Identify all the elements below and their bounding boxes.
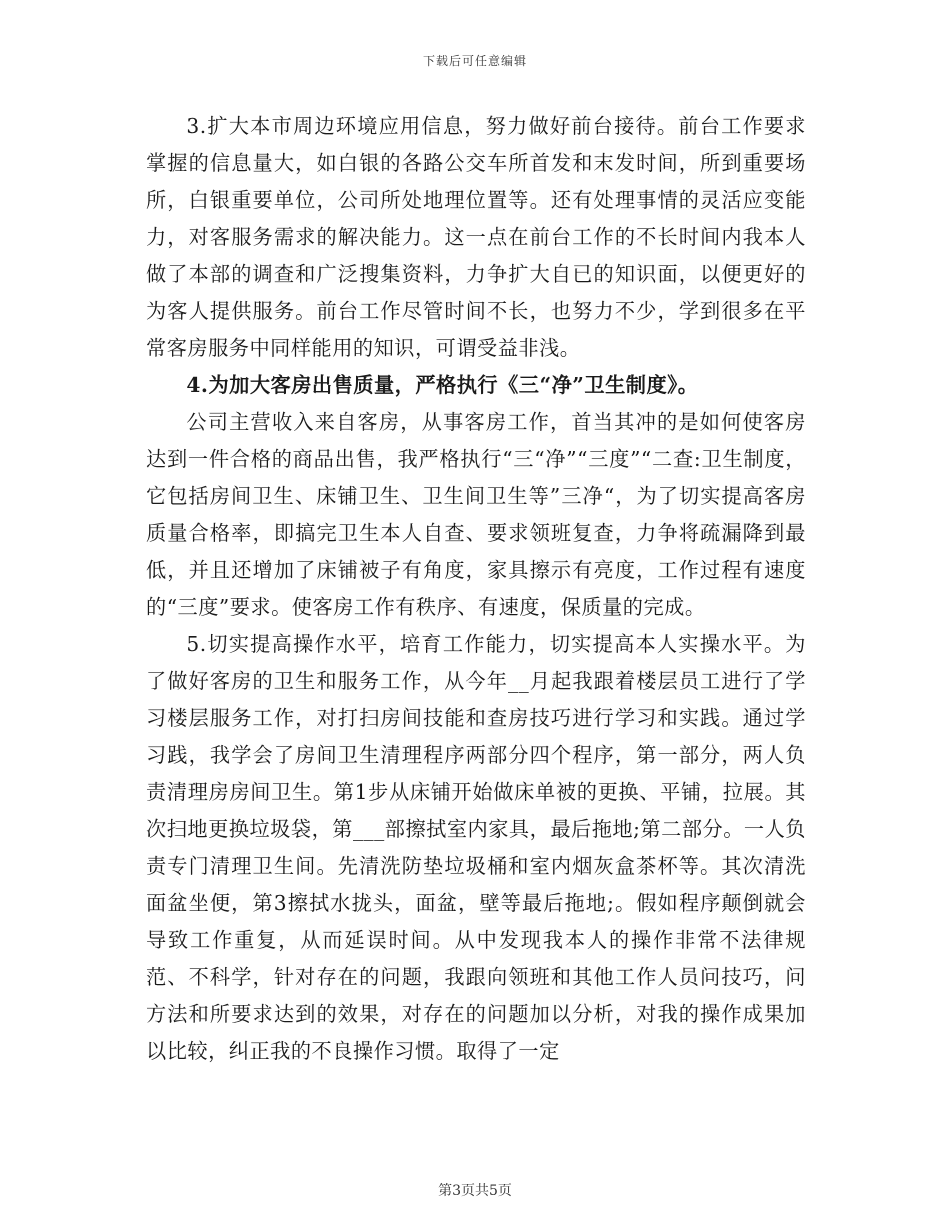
document-body (146, 108, 806, 1070)
paragraph-heading-item-4: 4.为加大客房出售质量，严格执行《三“净”卫生制度》。 (186, 373, 699, 397)
page-header: 下载后可任意编辑 (422, 54, 527, 68)
paragraph-item-3: 3.扩大本市周边环境应用信息，努力做好前台接待。前台工作要求掌握的信息量大，如白银的各路公交车所首发和末发时间，所到重要场所，白银重要单位，公司所处地理位置等。还有处理事情的灵活应变能力，对客服务需求的解决能力。这一点在前台工作的不长时间内我本人做了本部的调查和广泛搜集资料，力争扩大自已的知识面，以便更好的为客人提供服务。前台工作尽管时间不长，也努力不少，学到很多在平常客房服务中同样能用的知识，可谓受益非浅。 (146, 114, 806, 360)
paragraph-guest-room-hygiene: 公司主营收入来自客房，从事客房工作，首当其冲的是如何使客房达到一件合格的商品出售，我严格执行“三“净”“三度”“二查:卫生制度，它包括房间卫生、床铺卫生、卫生间卫生等”三净“，为了切实提高客房质量合格率，即搞完卫生本人自查、要求领班复查，力争将疏漏降到最低，并且还增加了床铺被子有角度，家具擦示有亮度，工作过程有速度的“三度”要求。使客房工作有秩序、有速度，保质量的完成。 (146, 410, 806, 619)
page-number-footer: 第3页共5页 (438, 1183, 512, 1199)
paragraph-item-5: 5.切实提高操作水平，培育工作能力，切实提高本人实操水平。为了做好客房的卫生和服务工作，从今年__月起我跟着楼层员工进行了学习楼层服务工作，对打扫房间技能和查房技巧进行学习和实践。通过学习践，我学会了房间卫生清理程序两部分四个程序，第一部分，两人负责清理房房间卫生。第1步从床铺开始做床单被的更换、平铺，拉展。其次扫地更换垃圾袋，第___部擦拭室内家具，最后拖地;第二部分。一人负责专门清理卫生间。先清洗防垫垃圾桶和室内烟灰盒茶杯等。其次清洗面盆坐便，第3擦拭水拢头，面盆，壁等最后拖地;。假如程序颠倒就会导致工作重复，从而延误时间。从中发现我本人的操作非常不法律规范、不科学，针对存在的问题，我跟向领班和其他工作人员问技巧，问方法和所要求达到的效果，对存在的问题加以分析，对我的操作成果加以比较，纠正我的不良操作习惯。取得了一定 (146, 632, 806, 1063)
